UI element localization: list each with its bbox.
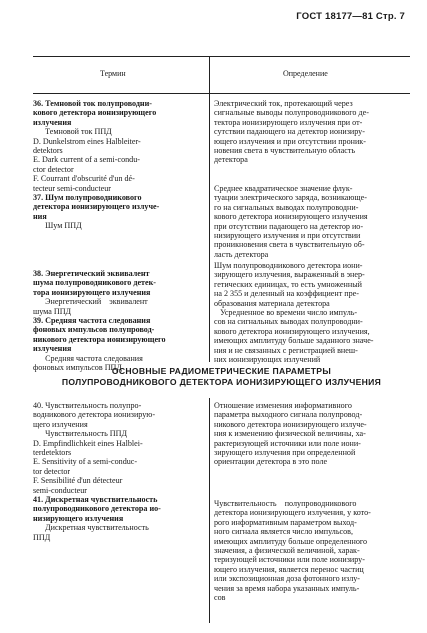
term-block-36-37 [33, 99, 205, 231]
text-line: детектора ионизирующего излучения, у кото- [214, 508, 371, 518]
term-column-header: Термин [100, 69, 126, 78]
text-line: тора ионизирующего излучения [33, 287, 151, 297]
text-line: 36. Темновой ток полупроводни- [33, 99, 152, 108]
text-line: Средняя частота следования [33, 353, 143, 363]
text-line: туации электрического заряда, возникающе- [214, 193, 367, 203]
text-line: никового детектора ионизирующего излуче- [214, 419, 367, 429]
definition-block-41 [214, 499, 410, 602]
text-line: проникновения света в чувствительную об- [214, 240, 365, 250]
text-line: 40. Чувствительность полупро- [33, 401, 142, 410]
text-line: E. Dark current of a semi-condu- [33, 155, 140, 165]
text-line: ctor detector [33, 164, 74, 174]
text-line: semi-conducteur [33, 485, 87, 495]
text-line: Шум полупроводникового детектора иони- [214, 261, 363, 270]
text-line: Дискретная чувствительность [33, 523, 149, 533]
column-divider-header [209, 56, 210, 92]
text-line: теризующей источники или поле ионизиру- [214, 555, 365, 565]
text-line: новения света в чувствительную область [214, 146, 356, 156]
text-line: ного сигнала является число импульсов, [214, 527, 354, 537]
text-line: terdetektors [33, 448, 72, 458]
text-line: ющего излучения, является перенос частиц [214, 564, 364, 574]
text-line: излучения [33, 344, 72, 354]
column-divider-top [209, 56, 210, 362]
text-line: ласть детектора [214, 249, 269, 259]
text-line: имеющих амплитуду больше определенного [214, 536, 368, 546]
definition-block-37 [214, 184, 410, 259]
text-line: чения за время набора указанных импуль- [214, 583, 360, 593]
text-line: них ионизирующих излучений [214, 355, 321, 365]
text-line: параметра выходного сигнала полупровод- [214, 410, 363, 420]
text-line: рактеризующей источники или поле иони- [214, 438, 361, 448]
column-divider-bottom [209, 398, 210, 623]
text-line: ния и не связанных с регистрацией внеш- [214, 345, 358, 355]
text-line: 38. Энергетический эквивалент [33, 269, 150, 278]
text-line: Чувствительность полупроводникового [214, 499, 357, 508]
text-line: при отсутствии падающего на детектор ио- [214, 221, 364, 231]
text-line: детектора [214, 155, 248, 165]
text-line: никового детектора ионизирующего [33, 334, 166, 344]
text-line: detektors [33, 146, 63, 156]
text-line: полупроводникового детектора ио- [33, 504, 161, 514]
text-line: сутствии падающего на детектор ионизиру- [214, 127, 365, 137]
text-line: Чувствительность ППД [33, 429, 127, 439]
text-line: кового детектора ионизирующего [33, 108, 157, 118]
text-line: 37. Шум полупроводникового [33, 193, 142, 203]
text-line: щего излучения [33, 419, 88, 429]
text-line: детектора ионизирующего излуче- [33, 202, 160, 212]
text-line: кового детектора ионизирующего излучения, [214, 326, 370, 336]
page-header: ГОСТ 18177—81 Стр. 7 [296, 11, 405, 22]
definition-column-header: Определение [283, 69, 328, 78]
text-line: значения, а физической величиной, харак- [214, 546, 360, 556]
text-line: D. Empfindlichkeit eines Halblei- [33, 438, 143, 448]
section-title [33, 366, 410, 388]
text-line: ющего излучения и при отсутствии проник- [214, 136, 366, 146]
text-line: имеющих амплитуду больше заданного значе- [214, 336, 374, 346]
text-line: зирующего излучения, выраженный в энер- [214, 270, 365, 280]
text-line: 39. Средняя частота следования [33, 316, 151, 326]
text-line: тектора ионизирующего излучения при от- [214, 117, 363, 127]
text-line: сов [214, 593, 226, 603]
text-line: на 2 355 и деленный на коэффициент пре- [214, 289, 359, 299]
text-line: ориентации детектора в это поле [214, 457, 328, 467]
text-line: Отношение изменения информативного [214, 401, 352, 410]
table-header [33, 56, 410, 94]
section-title-line-1: ОСНОВНЫЕ РАДИОМЕТРИЧЕСКИЕ ПАРАМЕТРЫ [111, 366, 332, 376]
text-line: низирующего излучения и при отсутствии [214, 231, 361, 241]
text-line: шума ППД [33, 306, 72, 316]
definition-block-40 [214, 401, 410, 467]
text-line: гетических единицах, то есть умноженный [214, 279, 362, 289]
definition-block-36 [214, 99, 410, 165]
text-line: F. Sensibilité d'un détecteur [33, 476, 123, 486]
text-line: сигнальные выводы полупроводникового де- [214, 108, 369, 118]
text-line: шума полупроводникового детек- [33, 278, 156, 288]
definition-block-38-39 [214, 261, 410, 364]
text-line: водникового детектора ионизирую- [33, 410, 156, 420]
text-line: образования материала детектора [214, 298, 330, 308]
text-line: Шум ППД [33, 221, 82, 231]
text-line: фоновых импульсов ППД [33, 363, 122, 373]
text-line: E. Sensitivity of a semi-conduc- [33, 457, 138, 467]
text-line: D. Dunkelstrom eines Halbleiter- [33, 136, 141, 146]
term-block-40-41 [33, 401, 205, 542]
text-line: фоновых импульсов полупровод- [33, 325, 155, 335]
text-line: tor detector [33, 466, 71, 476]
text-line: F. Courrant d'obscurité d'un dé- [33, 174, 135, 184]
text-line: го на сигнальных выводах полупроводни- [214, 202, 359, 212]
section-title-line-2: ПОЛУПРОВОДНИКОВОГО ДЕТЕКТОРА ИОНИЗИРУЮЩЕГО ИЗЛУЧЕНИЯ [61, 377, 382, 387]
text-line: ния [33, 211, 47, 221]
text-line: кового детектора ионизирующего излучения [214, 212, 368, 222]
text-line: излучения [33, 117, 72, 127]
text-line: рого информативным параметром выход- [214, 517, 357, 527]
text-line: Среднее квадратическое значение флук- [214, 184, 353, 193]
text-line: tecteur semi-conducteur [33, 183, 111, 193]
term-block-38-39 [33, 269, 205, 372]
text-line: Энергетический эквивалент [33, 297, 148, 307]
text-line: или экспозиционная доза фотонного излу- [214, 574, 360, 584]
text-line: Усредненное во времени число импуль- [214, 308, 358, 318]
text-line: сов на сигнальных выводах полупроводни- [214, 317, 363, 327]
text-line: ния к изменению физической величины, ха- [214, 429, 366, 439]
text-line: ППД [33, 532, 51, 542]
text-line: 41. Дискретная чувствительность [33, 495, 158, 505]
text-line: зирующего излучения при определенной [214, 448, 356, 458]
text-line: Электрический ток, протекающий через [214, 99, 353, 108]
text-line: низирующего излучения [33, 513, 124, 523]
text-line: Темновой ток ППД [33, 127, 112, 137]
